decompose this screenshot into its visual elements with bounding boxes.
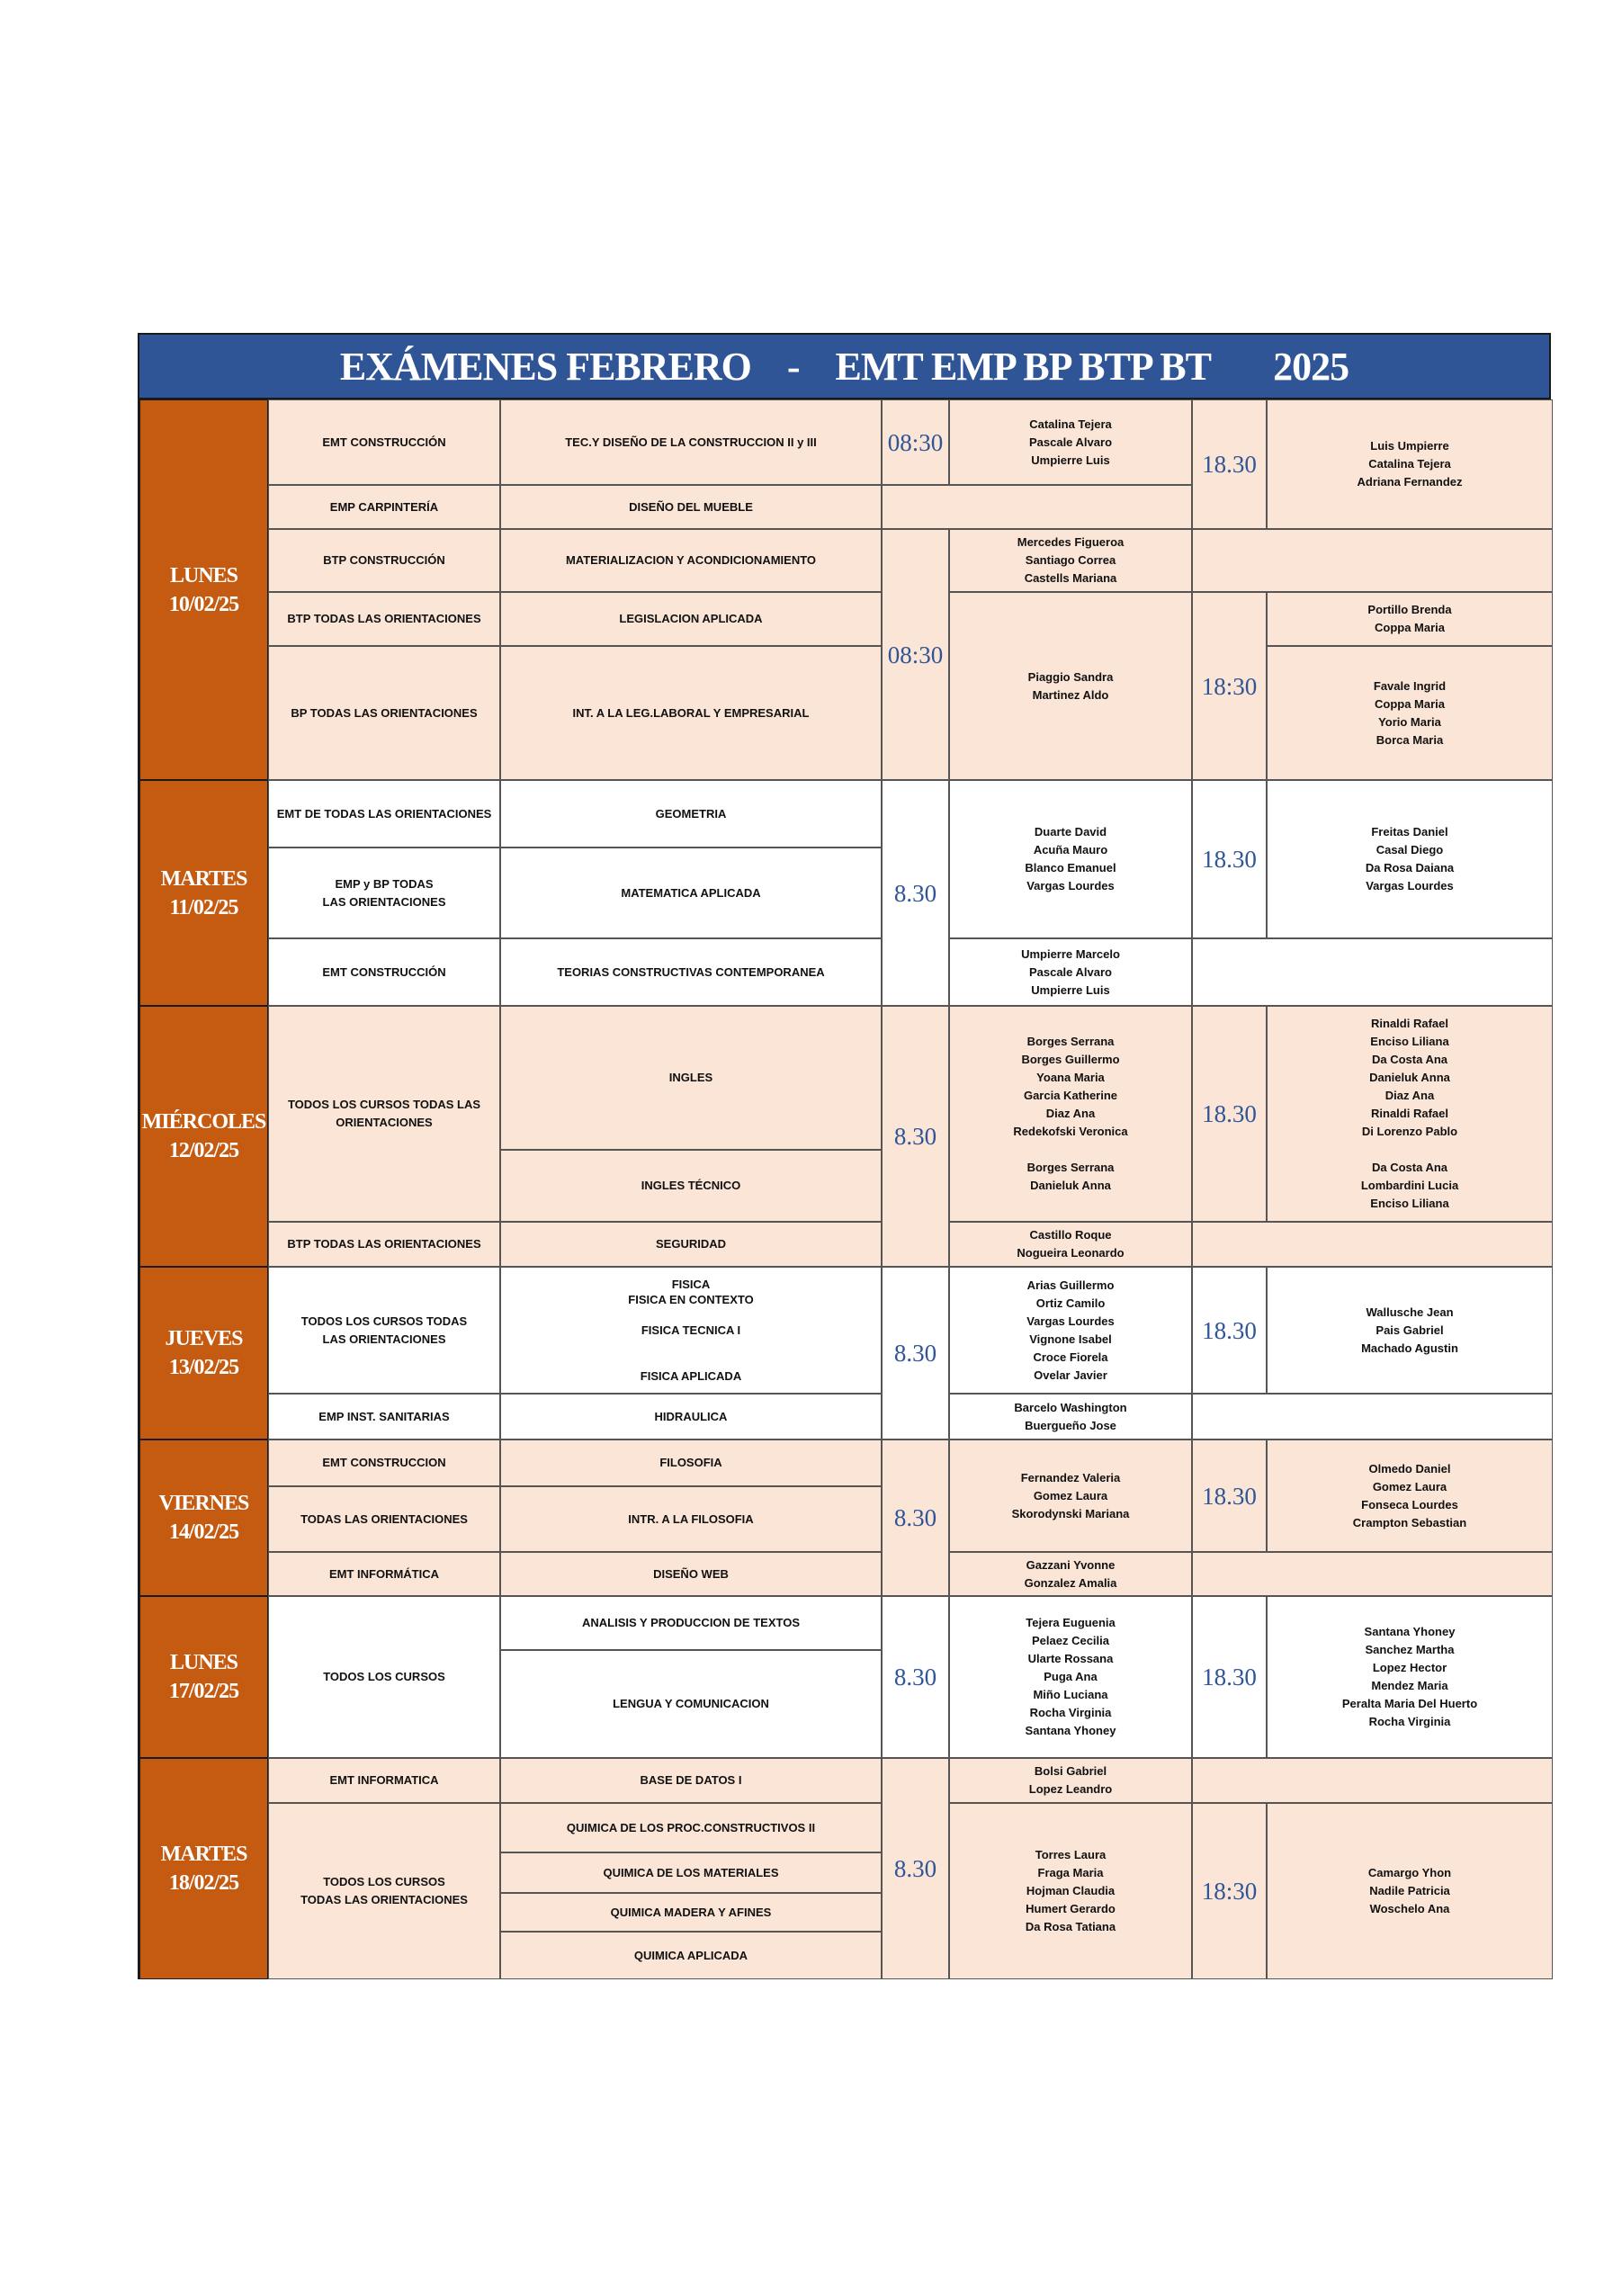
morning-time: 08:30: [882, 399, 949, 485]
morning-time: 8.30: [882, 1596, 949, 1758]
morning-tribunal: Gazzani Yvonne Gonzalez Amalia: [949, 1552, 1192, 1596]
course-cell: EMT DE TODAS LAS ORIENTACIONES: [268, 780, 500, 848]
morning-tribunal: Umpierre Marcelo Pascale Alvaro Umpierre Luis: [949, 938, 1192, 1006]
subject-cell: MATERIALIZACION Y ACONDICIONAMIENTO: [500, 529, 882, 592]
morning-tribunal: Borges Serrana Borges Guillermo Yoana Maria Garcia Katherine Diaz Ana Redekofski Veronica Borges Serrana Danieluk Anna: [949, 1006, 1192, 1222]
course-cell: EMT CONSTRUCCIÓN: [268, 399, 500, 485]
course-cell: BTP TODAS LAS ORIENTACIONES: [268, 1222, 500, 1267]
morning-tribunal: Catalina Tejera Pascale Alvaro Umpierre Luis: [949, 399, 1192, 485]
course-cell: EMT CONSTRUCCION: [268, 1439, 500, 1486]
course-cell: TODOS LOS CURSOS: [268, 1596, 500, 1758]
evening-tribunal: Freitas Daniel Casal Diego Da Rosa Daiana Vargas Lourdes: [1267, 780, 1553, 938]
empty-cell: [1192, 1394, 1553, 1439]
subject-cell: FILOSOFIA: [500, 1439, 882, 1486]
empty-cell: [1192, 1758, 1553, 1803]
evening-tribunal: Luis Umpierre Catalina Tejera Adriana Fernandez: [1267, 399, 1553, 529]
subject-cell: INGLES: [500, 1006, 882, 1150]
exam-schedule: [138, 333, 1551, 1979]
evening-tribunal: Santana Yhoney Sanchez Martha Lopez Hector Mendez Maria Peralta Maria Del Huerto Rocha Virginia: [1267, 1596, 1553, 1758]
subject-cell: QUIMICA DE LOS MATERIALES: [500, 1852, 882, 1893]
evening-tribunal: Camargo Yhon Nadile Patricia Woschelo Ana: [1267, 1803, 1553, 1979]
course-cell: TODOS LOS CURSOS TODAS LAS ORIENTACIONES: [268, 1006, 500, 1222]
day-miercoles-12: MIÉRCOLES 12/02/25: [139, 1006, 268, 1267]
subject-cell: BASE DE DATOS I: [500, 1758, 882, 1803]
morning-time: 8.30: [882, 1267, 949, 1439]
empty-cell: [1192, 1222, 1553, 1267]
subject-cell: FISICA FISICA EN CONTEXTO FISICA TECNICA I FISICA APLICADA: [500, 1267, 882, 1394]
evening-time: 18:30: [1192, 1803, 1267, 1979]
evening-time: 18.30: [1192, 780, 1267, 938]
schedule-title: EXÁMENES FEBRERO - EMT EMP BP BTP BT 2025: [138, 333, 1551, 399]
morning-time: 08:30: [882, 529, 949, 780]
subject-cell: DISEÑO DEL MUEBLE: [500, 485, 882, 529]
evening-time: 18.30: [1192, 1596, 1267, 1758]
evening-tribunal: Favale Ingrid Coppa Maria Yorio Maria Borca Maria: [1267, 646, 1553, 780]
morning-tribunal: Bolsi Gabriel Lopez Leandro: [949, 1758, 1192, 1803]
course-cell: EMP y BP TODAS LAS ORIENTACIONES: [268, 848, 500, 938]
evening-time: 18.30: [1192, 1006, 1267, 1222]
morning-time: 8.30: [882, 1758, 949, 1979]
subject-cell: HIDRAULICA: [500, 1394, 882, 1439]
empty-cell: [1192, 938, 1553, 1006]
schedule-grid: [138, 399, 1551, 1979]
day-martes-11: MARTES 11/02/25: [139, 780, 268, 1006]
subject-cell: INTR. A LA FILOSOFIA: [500, 1486, 882, 1552]
morning-tribunal: Tejera Euguenia Pelaez Cecilia Ularte Rossana Puga Ana Miño Luciana Rocha Virginia Santana Yhoney: [949, 1596, 1192, 1758]
subject-cell: QUIMICA APLICADA: [500, 1932, 882, 1979]
morning-tribunal: Arias Guillermo Ortiz Camilo Vargas Lourdes Vignone Isabel Croce Fiorela Ovelar Javier: [949, 1267, 1192, 1394]
evening-time: 18.30: [1192, 1267, 1267, 1394]
course-cell: EMT INFORMÁTICA: [268, 1552, 500, 1596]
evening-tribunal: Wallusche Jean Pais Gabriel Machado Agustin: [1267, 1267, 1553, 1394]
day-martes-18: MARTES 18/02/25: [139, 1758, 268, 1979]
evening-time: 18.30: [1192, 399, 1267, 529]
subject-cell: QUIMICA MADERA Y AFINES: [500, 1893, 882, 1932]
course-cell: BTP TODAS LAS ORIENTACIONES: [268, 592, 500, 646]
course-cell: TODOS LOS CURSOS TODAS LAS ORIENTACIONES: [268, 1803, 500, 1979]
morning-tribunal: Barcelo Washington Buergueño Jose: [949, 1394, 1192, 1439]
evening-time: 18.30: [1192, 1439, 1267, 1552]
subject-cell: TEC.Y DISEÑO DE LA CONSTRUCCION II y III: [500, 399, 882, 485]
subject-cell: QUIMICA DE LOS PROC.CONSTRUCTIVOS II: [500, 1803, 882, 1852]
evening-tribunal: Portillo Brenda Coppa Maria: [1267, 592, 1553, 646]
course-cell: BTP CONSTRUCCIÓN: [268, 529, 500, 592]
course-cell: EMT INFORMATICA: [268, 1758, 500, 1803]
course-cell: EMT CONSTRUCCIÓN: [268, 938, 500, 1006]
subject-cell: LENGUA Y COMUNICACION: [500, 1650, 882, 1758]
evening-tribunal: Rinaldi Rafael Enciso Liliana Da Costa Ana Danieluk Anna Diaz Ana Rinaldi Rafael Di Lorenzo Pablo Da Costa Ana Lombardini Lucia Enciso Liliana: [1267, 1006, 1553, 1222]
evening-tribunal: Olmedo Daniel Gomez Laura Fonseca Lourdes Crampton Sebastian: [1267, 1439, 1553, 1552]
morning-tribunal: Piaggio Sandra Martinez Aldo: [949, 592, 1192, 780]
subject-cell: ANALISIS Y PRODUCCION DE TEXTOS: [500, 1596, 882, 1650]
subject-cell: SEGURIDAD: [500, 1222, 882, 1267]
empty-cell: [1192, 1552, 1553, 1596]
morning-time: 8.30: [882, 1439, 949, 1596]
course-cell: BP TODAS LAS ORIENTACIONES: [268, 646, 500, 780]
subject-cell: LEGISLACION APLICADA: [500, 592, 882, 646]
morning-tribunal: Castillo Roque Nogueira Leonardo: [949, 1222, 1192, 1267]
subject-cell: DISEÑO WEB: [500, 1552, 882, 1596]
day-lunes-17: LUNES 17/02/25: [139, 1596, 268, 1758]
morning-time: 8.30: [882, 1006, 949, 1267]
subject-cell: INT. A LA LEG.LABORAL Y EMPRESARIAL: [500, 646, 882, 780]
morning-tribunal: Duarte David Acuña Mauro Blanco Emanuel Vargas Lourdes: [949, 780, 1192, 938]
course-cell: TODAS LAS ORIENTACIONES: [268, 1486, 500, 1552]
morning-tribunal: Torres Laura Fraga Maria Hojman Claudia Humert Gerardo Da Rosa Tatiana: [949, 1803, 1192, 1979]
day-lunes-10: LUNES 10/02/25: [139, 399, 268, 780]
course-cell: TODOS LOS CURSOS TODAS LAS ORIENTACIONES: [268, 1267, 500, 1394]
subject-cell: GEOMETRIA: [500, 780, 882, 848]
course-cell: EMP CARPINTERÍA: [268, 485, 500, 529]
subject-cell: TEORIAS CONSTRUCTIVAS CONTEMPORANEA: [500, 938, 882, 1006]
empty-cell: [1192, 529, 1553, 592]
morning-tribunal: Fernandez Valeria Gomez Laura Skorodynski Mariana: [949, 1439, 1192, 1552]
day-jueves-13: JUEVES 13/02/25: [139, 1267, 268, 1439]
subject-cell: MATEMATICA APLICADA: [500, 848, 882, 938]
morning-tribunal: Mercedes Figueroa Santiago Correa Castells Mariana: [949, 529, 1192, 592]
morning-time: 8.30: [882, 780, 949, 1006]
evening-time: 18:30: [1192, 592, 1267, 780]
day-viernes-14: VIERNES 14/02/25: [139, 1439, 268, 1596]
course-cell: EMP INST. SANITARIAS: [268, 1394, 500, 1439]
subject-cell: INGLES TÉCNICO: [500, 1150, 882, 1222]
empty-cell: [882, 485, 1192, 529]
